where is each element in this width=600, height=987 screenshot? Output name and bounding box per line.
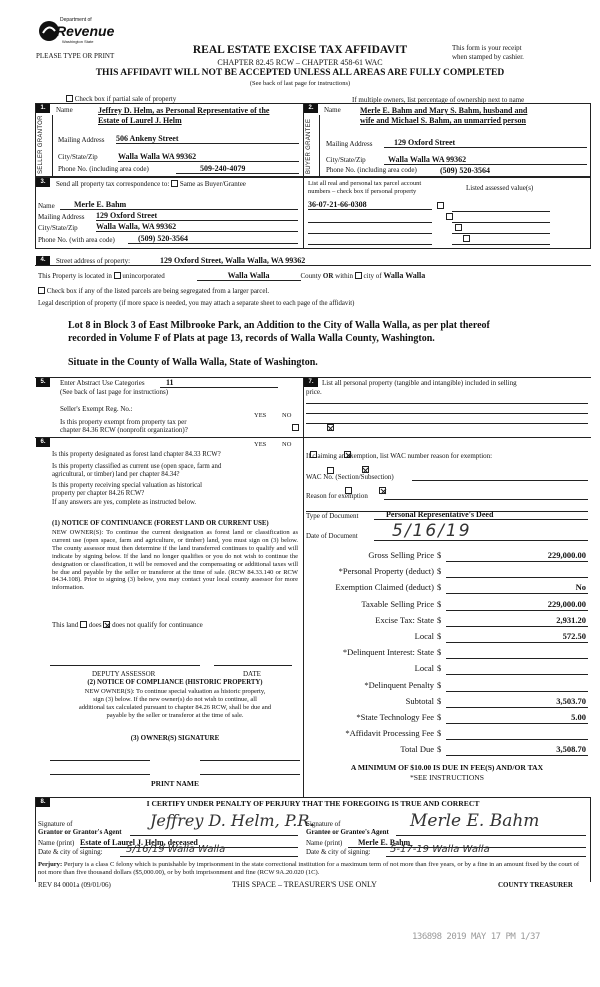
partial-sale-checkbox[interactable]	[66, 95, 73, 102]
unincorporated-checkbox[interactable]	[114, 272, 121, 279]
parcel-1-personal-checkbox[interactable]	[437, 202, 444, 209]
if-yes-note: If any answers are yes, complete as instructed below.	[52, 499, 197, 506]
fee-value: 3,508.70	[446, 745, 588, 756]
s3-city: Walla Walla, WA 99362	[96, 222, 298, 232]
within-label: within	[335, 272, 354, 280]
seller-name-label: Name	[56, 106, 73, 114]
grantor-name-label: Name (print)	[38, 839, 75, 847]
section-6-number: 6.	[36, 438, 50, 447]
perjury-text: Perjury is a class C felony which is punishable by imprisonment in the state correctional institution for a maximum term of not more than five years, or by a fine in an amount fixed by the court of not more than five thousand dollars ($5,000.00), or by both imprisonment and fine (RCW 9A.20.020 (1C).	[38, 861, 580, 876]
s7-label-2: price.	[306, 388, 322, 396]
continuance-row	[52, 621, 203, 629]
receipt-stamp: 136898 2019 MAY 17 PM 1/37	[412, 932, 540, 942]
doc-type-value: Personal Representative's Deed	[374, 510, 588, 520]
s6-no-label: NO	[282, 441, 292, 448]
seller-phone-label: Phone No. (including area code)	[58, 165, 149, 173]
s3-city-label: City/State/Zip	[38, 224, 78, 232]
seller-city-label: City/State/Zip	[58, 153, 98, 161]
parcel-label-1: List all real and personal tax parcel account	[308, 180, 422, 187]
exempt-reg-label: Seller's Exempt Reg. No.:	[60, 405, 133, 413]
partial-sale-row	[66, 95, 176, 103]
seller-phone: 509-240-4079	[176, 164, 299, 174]
fee-dollar-sign: $	[437, 614, 442, 625]
s5-see-back: (See back of last page for instructions)	[60, 388, 169, 396]
fee-row	[300, 664, 590, 679]
county-label: County	[300, 272, 322, 280]
fee-value	[446, 648, 588, 659]
reason-label: Reason for exemption	[306, 492, 368, 500]
doc-date-value: 5/16/19	[392, 521, 472, 541]
notice1-text: NEW OWNER(S): To continue the current designation as forest land or classification as current use (open space, farm and agriculture, or timber) land, you must sign on (3) below. The county assessor must then determine if the land transferred continues to qualify and will indicate by signing below. If the land no longer qualifies or you do not wish to continue the designation or classification, it will be removed and the compensating or additional taxes will be due and payable by the seller or transferor at the time of sale. (RCW 84.33.140 or RCW 84.34.108). Prior to signing (3) below, you may contact your local county assessor for more information.	[52, 529, 298, 592]
fee-value	[446, 729, 588, 740]
fee-label: Exemption Claimed (deduct)	[335, 582, 434, 593]
fee-row	[300, 648, 590, 663]
deputy-assessor-label: DEPUTY ASSESSOR	[92, 670, 156, 678]
historic-no-checkbox[interactable]	[379, 487, 386, 494]
send-correspondence-label: Send all property tax correspondence to:	[56, 180, 170, 188]
notice2-text-4: payable by the seller or transferor at the time of sale.	[106, 712, 244, 719]
fee-dollar-sign: $	[437, 582, 442, 593]
parcel-number-1: 36-07-21-66-0308	[308, 200, 432, 210]
does-checkbox[interactable]	[80, 621, 87, 628]
grantor-sig-label-1: Signature of	[38, 820, 73, 828]
grantee-date-label: Date & city of signing:	[306, 848, 371, 856]
abstract-label: Enter Abstract Use Categories	[60, 379, 145, 387]
buyer-address: 129 Oxford Street	[384, 138, 587, 148]
seller-address: 506 Ankeny Street	[116, 134, 299, 144]
fee-dollar-sign: $	[437, 679, 442, 690]
fee-label: Gross Selling Price	[368, 550, 434, 560]
segregated-checkbox[interactable]	[38, 287, 45, 294]
minimum-note-1: A MINIMUM OF $10.00 IS DUE IN FEE(S) AND/OR TAX	[350, 763, 544, 772]
exempt-q2: chapter 84.36 RCW (nonprofit organization)?	[60, 426, 188, 434]
warning-line: THIS AFFIDAVIT WILL NOT BE ACCEPTED UNLESS ALL AREAS ARE FULLY COMPLETED	[95, 68, 505, 78]
buyer-city: Walla Walla WA 99362	[384, 155, 587, 165]
grantor-signature: Jeffrey D. Helm, P.R.	[150, 811, 315, 830]
fee-dollar-sign: $	[437, 631, 442, 641]
exempt-no-checkbox[interactable]	[327, 424, 334, 431]
notice2-text-1: NEW OWNER(S): To continue special valuation as historic property,	[84, 688, 266, 695]
grantee-sig-label-2: Grantee or Grantee's Agent	[306, 828, 389, 836]
historic-q-1: Is this property receiving special valuation as historical	[52, 482, 203, 489]
does-not-checkbox[interactable]	[103, 621, 110, 628]
fee-label: *Affidavit Processing Fee	[345, 728, 434, 739]
grantor-date-city: 5/16/19 Walla Walla	[120, 844, 298, 857]
fee-label: Total Due	[400, 744, 434, 755]
fee-label: Excise Tax: State	[375, 614, 434, 625]
notice2-text-3: additional tax calculated pursuant to chapter 84.26 RCW, shall be due and	[78, 704, 272, 711]
fee-label: Taxable Selling Price	[361, 598, 434, 609]
s3-address: 129 Oxford Street	[96, 211, 298, 221]
see-back-note: (See back of last page for instructions)	[249, 80, 351, 87]
fee-row	[300, 729, 590, 744]
s3-address-label: Mailing Address	[38, 213, 85, 221]
fee-row	[300, 616, 590, 631]
chapter-line: CHAPTER 82.45 RCW – CHAPTER 458-61 WAC	[217, 58, 383, 67]
current-use-q-1: Is this property classified as current use (open space, farm and	[52, 463, 222, 470]
notice1-title: (1) NOTICE OF CONTINUANCE (FOREST LAND OR CURRENT USE)	[52, 520, 269, 527]
segregated-label: Check box if any of the listed parcels are being segregated from a larger parcel.	[46, 287, 270, 295]
city-checkbox[interactable]	[355, 272, 362, 279]
city-value: Walla Walla	[383, 271, 426, 280]
section-7-number: 7.	[304, 378, 318, 387]
logo-word: Revenue	[56, 23, 115, 39]
fee-dollar-sign: $	[437, 695, 442, 706]
grantor-name: Estate of Laurel J. Helm, deceased	[80, 838, 298, 848]
buyer-name-2: wife and Michael S. Bahm, an unmarried person	[360, 116, 527, 125]
grantee-date-city: 5-17-19 Walla Walla	[386, 844, 586, 857]
grantee-name-label: Name (print)	[306, 839, 343, 847]
grantee-sig-label-1: Signature of	[306, 820, 341, 828]
parcel-4-personal-checkbox[interactable]	[463, 235, 470, 242]
s6-yes-label: YES	[254, 441, 267, 448]
location-row	[38, 271, 425, 281]
fee-label: Local	[414, 631, 434, 641]
seller-city: Walla Walla WA 99362	[118, 152, 299, 162]
forest-q: Is this property designated as forest land chapter 84.33 RCW?	[52, 451, 221, 458]
fee-row	[300, 632, 590, 647]
abstract-value: 11	[160, 378, 278, 388]
seller-name-2: Estate of Laurel J. Helm	[98, 116, 182, 125]
fee-value: 229,000.00	[446, 551, 588, 562]
fee-value: 229,000.00	[446, 600, 588, 611]
s3-name: Merle E. Bahm	[60, 200, 298, 210]
section-8-number: 8.	[36, 798, 50, 807]
parcel-label-2: numbers – check box if personal property	[308, 188, 417, 195]
city-of-label: city of	[363, 272, 382, 280]
multiple-owners-note: If multiple owners, list percentage of ownership next to name	[352, 96, 525, 104]
owner-signature-label: (3) OWNER(S) SIGNATURE	[130, 734, 220, 742]
s3-phone-label: Phone No. (with area code)	[38, 236, 115, 244]
s3-phone: (509) 520-3564	[128, 234, 298, 244]
seller-side-label: SELLER GRANTOR	[38, 115, 44, 174]
segregated-row	[38, 287, 269, 295]
same-as-buyer-checkbox[interactable]	[171, 180, 178, 187]
buyer-phone: (509) 520-3564	[440, 166, 490, 175]
perjury-note	[38, 861, 588, 877]
situate-line: Situate in the County of Walla Walla, State of Washington.	[68, 357, 318, 368]
land-label: This land	[52, 621, 79, 629]
parcel-3-personal-checkbox[interactable]	[455, 224, 462, 231]
grantee-name: Merle E. Bahm	[348, 838, 586, 848]
exempt-yes-checkbox[interactable]	[292, 424, 299, 431]
fee-dollar-sign: $	[437, 744, 442, 755]
legal-description-2: recorded in Volume F of Plats at page 13, records of Walla Walla County, Washington.	[68, 333, 435, 344]
unincorporated-label: unincorporated	[122, 272, 165, 280]
county-value: Walla Walla	[197, 271, 301, 281]
parcel-2-personal-checkbox[interactable]	[446, 213, 453, 220]
fee-dollar-sign: $	[437, 598, 442, 609]
print-note: PLEASE TYPE OR PRINT	[36, 52, 115, 60]
fee-dollar-sign: $	[437, 550, 442, 560]
date-label: DATE	[243, 670, 261, 678]
fee-value	[446, 681, 588, 692]
grantor-sig-line	[130, 835, 298, 836]
certify-line: I CERTIFY UNDER PENALTY OF PERJURY THAT THE FOREGOING IS TRUE AND CORRECT	[146, 799, 480, 808]
or-label: OR	[322, 272, 334, 280]
minimum-note-2: *SEE INSTRUCTIONS	[409, 773, 485, 782]
s5-yes-label: YES	[254, 412, 267, 419]
fee-row	[300, 713, 590, 728]
legal-label: Legal description of property (if more space is needed, you may attach a separate sheet to each page of the affidavit)	[38, 300, 355, 307]
current-use-no-checkbox[interactable]	[362, 466, 369, 473]
street-address: 129 Oxford Street, Walla Walla, WA 99362	[160, 256, 306, 265]
fee-value: 572.50	[446, 632, 588, 643]
perjury-label: Perjury:	[38, 861, 63, 868]
form-title: REAL ESTATE EXCISE TAX AFFIDAVIT	[192, 44, 408, 56]
section-4-number: 4.	[36, 256, 50, 265]
s7-label-1: List all personal property (tangible and intangible) included in selling	[322, 379, 517, 387]
treasurer-note: THIS SPACE – TREASURER'S USE ONLY	[232, 880, 377, 889]
receipt-note-2: when stamped by cashier.	[452, 53, 524, 61]
fee-dollar-sign: $	[437, 728, 442, 739]
s3-name-label: Name	[38, 202, 55, 210]
located-in-label: This Property is located in	[38, 272, 112, 280]
fee-value	[446, 567, 588, 578]
wac-claim-label: If claiming an exemption, list WAC number reason for exemption:	[306, 452, 493, 460]
fee-value: 3,503.70	[446, 697, 588, 708]
fee-row	[300, 567, 590, 582]
notice2-text-2: sign (3) below. If the new owner(s) do not wish to continue, all	[93, 696, 257, 703]
buyer-side-label: BUYER GRANTEE	[306, 118, 312, 174]
assessed-label: Listed assessed value(s)	[466, 184, 534, 192]
fee-value: No	[446, 583, 588, 594]
fee-dollar-sign: $	[437, 712, 442, 722]
grantee-signature: Merle E. Bahm	[410, 811, 540, 831]
buyer-name-label: Name	[324, 106, 341, 114]
notice2-title: (2) NOTICE OF COMPLIANCE (HISTORIC PROPERTY)	[87, 679, 263, 686]
section-1-number: 1.	[36, 104, 50, 113]
fee-label: *Personal Property (deduct)	[338, 566, 434, 577]
fee-row	[300, 583, 590, 598]
section-2-number: 2.	[304, 104, 318, 113]
fee-label: *Delinquent Interest: State	[342, 647, 434, 658]
same-as-buyer-label: Same as Buyer/Grantee	[179, 180, 246, 188]
section-3-number: 3.	[36, 178, 50, 187]
fee-label: Subtotal	[405, 695, 434, 706]
receipt-note-1: This form is your receipt	[452, 44, 522, 52]
fee-label: Local	[414, 663, 434, 674]
doc-type-label: Type of Document	[306, 512, 359, 520]
county-treasurer-label: COUNTY TREASURER	[498, 881, 573, 889]
seller-name-1: Jeffrey D. Helm, as Personal Representative of the	[98, 106, 270, 115]
fee-row	[300, 745, 590, 760]
fee-row	[300, 697, 590, 712]
buyer-name-1: Merle E. Bahm and Mary S. Bahm, husband and	[360, 106, 528, 115]
does-not-label: does not qualify for continuance	[112, 621, 203, 629]
grantee-sig-line	[396, 835, 586, 836]
fee-dollar-sign: $	[437, 647, 442, 658]
partial-sale-label: Check box if partial sale of property	[74, 95, 177, 103]
doc-date-label: Date of Document	[306, 532, 358, 540]
section-5-number: 5.	[36, 378, 50, 387]
print-name-label: PRINT NAME	[151, 779, 199, 788]
fee-value	[446, 664, 588, 675]
does-label: does	[88, 621, 102, 629]
current-use-q-2: agricultural, or timber) land per chapter 84.34?	[52, 471, 180, 478]
fee-dollar-sign: $	[437, 663, 442, 674]
wac-no-label: WAC No. (Section/Subsection)	[306, 473, 394, 481]
dept-line: Department of	[60, 17, 92, 23]
grantor-date-label: Date & city of signing:	[38, 848, 103, 856]
buyer-address-label: Mailing Address	[326, 140, 373, 148]
buyer-phone-label: Phone No. (including area code)	[326, 166, 417, 174]
fee-row	[300, 681, 590, 696]
state-line: Washington State	[62, 39, 94, 44]
fee-dollar-sign: $	[437, 566, 442, 577]
fee-row	[300, 600, 590, 615]
send-correspondence-row	[56, 180, 246, 188]
legal-description-1: Lot 8 in Block 3 of East Milbrooke Park, an Addition to the City of Walla Walla, as per plat thereof	[68, 320, 490, 331]
s5-no-label: NO	[282, 412, 292, 419]
grantor-sig-label-2: Grantor or Grantor's Agent	[38, 828, 122, 836]
exempt-q1: Is this property exempt from property tax per	[60, 418, 187, 426]
fee-value: 2,931.20	[446, 616, 588, 627]
historic-q-2: property per chapter 84.26 RCW?	[52, 490, 145, 497]
fee-label: *Delinquent Penalty	[364, 679, 434, 690]
street-label: Street address of property:	[56, 257, 131, 265]
fee-label: *State Technology Fee	[356, 712, 434, 722]
fee-value: 5.00	[446, 713, 588, 724]
rev-number: REV 84 0001a (09/01/06)	[38, 881, 111, 889]
buyer-city-label: City/State/Zip	[326, 156, 366, 164]
seller-address-label: Mailing Address	[58, 136, 105, 144]
fee-row	[300, 551, 590, 566]
